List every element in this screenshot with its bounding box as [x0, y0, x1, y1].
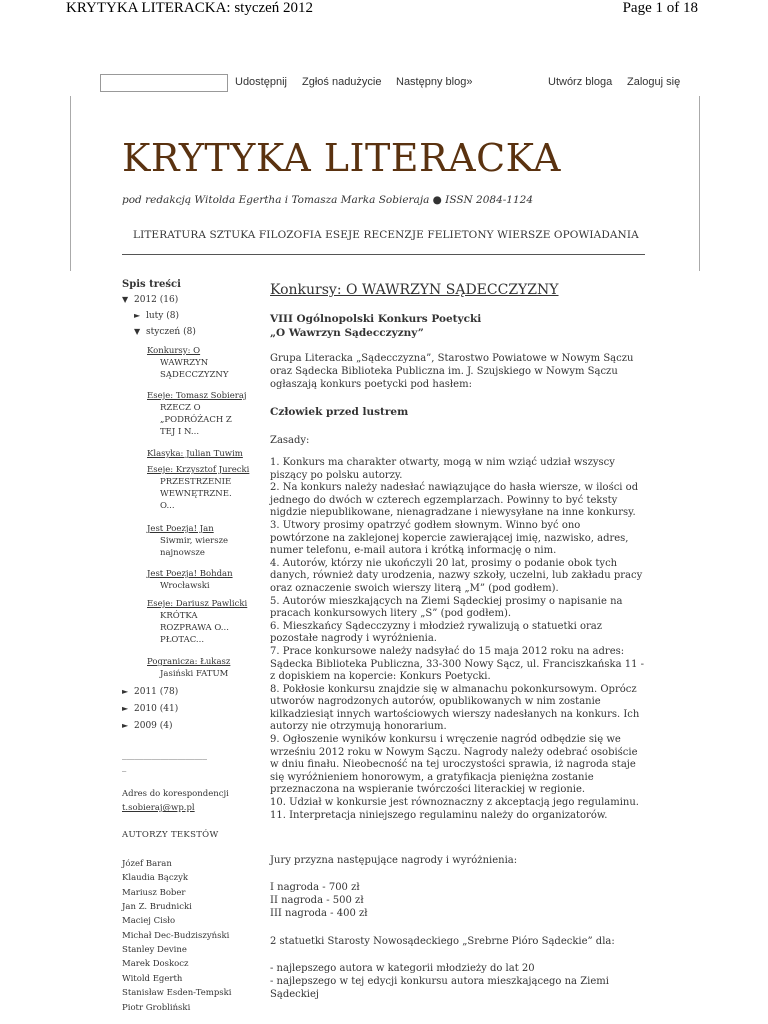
- author-item[interactable]: Michał Dec-Budziszyński: [122, 931, 230, 941]
- triangle-down-icon[interactable]: ▼: [134, 327, 141, 336]
- author-item[interactable]: Mariusz Bober: [122, 888, 186, 898]
- print-title: KRYTYKA LITERACKA: styczeń 2012: [66, 0, 314, 16]
- contact-email-link[interactable]: t.sobieraj@wp.pl: [122, 803, 195, 813]
- archive-month-luty[interactable]: ► luty (8): [134, 311, 180, 321]
- author-item[interactable]: Klaudia Bączyk: [122, 873, 189, 883]
- page-number: Page 1 of 18: [622, 0, 698, 16]
- statuettes-text: 2 statuetki Starosty Nowosądeckiego „Srebrne Pióro Sądeckie” dla:: [270, 936, 615, 947]
- archive-year-2009[interactable]: ► 2009 (4): [122, 721, 173, 731]
- archive-post[interactable]: Jest Poezja! Jan Siwmir, wiersze najnowsze: [147, 524, 229, 558]
- author-item[interactable]: Witold Egerth: [122, 974, 183, 984]
- search-input[interactable]: [100, 74, 228, 92]
- rules-list: 1. Konkurs ma charakter otwarty, mogą w nim wziąć udział wszyscy piszący po polsku autorzy. 2. Na konkurs należy nadesłać nawiązujące do hasła wiersze, w ilości od jednego do dwóch w czterech egzemplarzach. Powinny to być teksty nigdzie niepublikowane, nienagradzane i niewysyłane na inne konkursy. 3. Utwory prosimy opatrzyć godłem słownym. Winno być ono powtórzone na zaklejonej kopercie zawierającej imię, nazwisko, adres, numer telefonu, e-mail autora i krótką informację o nim. 4. Autorów, którzy nie ukończyli 20 lat, prosimy o podanie obok tych danych, również daty urodzenia, nazwy szkoły, uczelni, lub zakładu pracy oraz oznaczenie swoich wierszy literą „M” (pod godłem). 5. Autorów mieszkających na Ziemi Sądeckiej prosimy o napisanie na pracach konkursowych litery „S” (pod godłem). 6. Mieszkańcy Sądecczyzny i młodzież rywalizują o statuetki oraz pozostałe nagrody i wyróżnienia. 7. Prace konkursowe należy nadsyłać do 15 maja 2012 roku na adres: Sądecka Biblioteka Publiczna, 33-300 Nowy Sącz, ul. Franciszkańska 11 - z dopiskiem na kopercie: Konkurs Poetycki. 8. Pokłosie konkursu znajdzie się w almanachu pokonkursowym. Oprócz utworów nagrodzonych autorów, opublikowanych w nim zostanie kilkadziesiąt innych wartościowych wierszy nadesłanych na konkurs. Ich autorzy nie otrzymują honorarium. 9. Ogłoszenie wyników konkursu i wręczenie nagród odbędzie się we wrześniu 2012 roku w Nowym Sączu. Nagrody należy odebrać osobiście w dniu finału. Nieobecność na tej uroczystości sprawia, iż nagroda staje się wyróżnieniem honorowym, a gratyfikacja pieniężna zostanie przeznaczona na wspieranie twórczości literackiej w regionie. 10. Udział w konkursie jest równoznaczny z akceptacją jego regulaminu. 11. Interpretacja niniejszego regulaminu należy do organizatorów.: [270, 457, 644, 821]
- sign-in-link[interactable]: Zaloguj się: [627, 76, 681, 88]
- header-frame: [70, 96, 700, 271]
- author-item[interactable]: Stanley Devine: [122, 945, 187, 955]
- archive-post[interactable]: Eseje: Tomasz Sobieraj RZECZ O „PODRÓŻACH Z TEJ I N...: [147, 391, 247, 437]
- post-motto: Człowiek przed lustrem: [270, 406, 409, 418]
- archive-post[interactable]: Eseje: Dariusz Pawlicki KRÓTKA ROZPRAWA O... PŁOTAC...: [147, 599, 248, 645]
- author-item[interactable]: Maciej Cisło: [122, 916, 176, 926]
- triangle-right-icon[interactable]: ►: [134, 311, 141, 320]
- blog-description: pod redakcją Witolda Egertha i Tomasza Marka Sobieraja ● ISSN 2084-1124: [122, 194, 534, 206]
- archive-post[interactable]: Konkursy: O WAWRZYN SĄDECCZYZNY: [147, 346, 229, 380]
- share-link[interactable]: Udostępnij: [235, 76, 287, 88]
- author-item[interactable]: Jan Z. Brudnicki: [122, 902, 192, 912]
- create-blog-link[interactable]: Utwórz bloga: [548, 76, 613, 88]
- author-item[interactable]: Piotr Grobliński: [122, 1003, 191, 1013]
- author-item[interactable]: Stanisław Esden-Tempski: [122, 988, 232, 998]
- archive-year-2010[interactable]: ► 2010 (41): [122, 704, 179, 714]
- triangle-down-icon[interactable]: ▼: [122, 295, 129, 304]
- header-divider: [122, 254, 645, 255]
- post-intro: Grupa Literacka „Sądecczyzna”, Starostwo Powiatowe w Nowym Sączu oraz Sądecka Biblioteka Publiczna im. J. Szujskiego w Nowym Sączu ogłaszają konkurs poetycki pod hasłem:: [270, 353, 634, 390]
- rules-label: Zasady:: [270, 435, 310, 446]
- archive-heading: Spis treści: [122, 279, 181, 290]
- separator-line: ____________________: [122, 751, 207, 761]
- archive-post[interactable]: Klasyka: Julian Tuwim: [147, 449, 243, 459]
- print-header: [0, 0, 768, 20]
- author-item[interactable]: Marek Doskocz: [122, 959, 189, 969]
- report-abuse-link[interactable]: Zgłoś nadużycie: [302, 76, 382, 88]
- blogger-navbar: [100, 72, 690, 94]
- post-title[interactable]: Konkursy: O WAWRZYN SĄDECCZYZNY: [270, 282, 559, 298]
- post-subtitle: VIII Ogólnopolski Konkurs Poetycki „O Wawrzyn Sądecczyzny”: [270, 313, 482, 339]
- statuettes-list: - najlepszego autora w kategorii młodzieży do lat 20 - najlepszego w tej edycji konkursu autora mieszkającego na Ziemi Sądeckiej: [270, 963, 609, 1000]
- blog-tags: LITERATURA SZTUKA FILOZOFIA ESEJE RECENZJE FELIETONY WIERSZE OPOWIADANIA: [133, 229, 639, 241]
- blog-title[interactable]: KRYTYKA LITERACKA: [122, 136, 561, 180]
- archive-month-styczen[interactable]: ▼ styczeń (8): [134, 327, 196, 337]
- archive-year-2011[interactable]: ► 2011 (78): [122, 687, 179, 697]
- triangle-right-icon[interactable]: ►: [122, 687, 129, 696]
- triangle-right-icon[interactable]: ►: [122, 704, 129, 713]
- archive-post[interactable]: Jest Poezja! Bohdan Wrocławski: [147, 569, 233, 591]
- archive-year-2012[interactable]: ▼ 2012 (16): [122, 295, 179, 305]
- authors-heading: AUTORZY TEKSTÓW: [122, 830, 219, 840]
- separator-dash: _: [122, 763, 127, 773]
- triangle-right-icon[interactable]: ►: [122, 721, 129, 730]
- prizes-list: I nagroda - 700 zł II nagroda - 500 zł III nagroda - 400 zł: [270, 882, 368, 919]
- contact-label: Adres do korespondencji: [122, 789, 229, 799]
- next-blog-link[interactable]: Następny blog»: [396, 76, 473, 88]
- archive-post[interactable]: Eseje: Krzysztof Jurecki PRZESTRZENIE WEWNĘTRZNE. O...: [147, 465, 250, 511]
- jury-text: Jury przyzna następujące nagrody i wyróżnienia:: [270, 855, 518, 866]
- archive-post[interactable]: Pogranicza: Łukasz Jasiński FATUM: [147, 657, 231, 679]
- author-item[interactable]: Józef Baran: [122, 859, 172, 869]
